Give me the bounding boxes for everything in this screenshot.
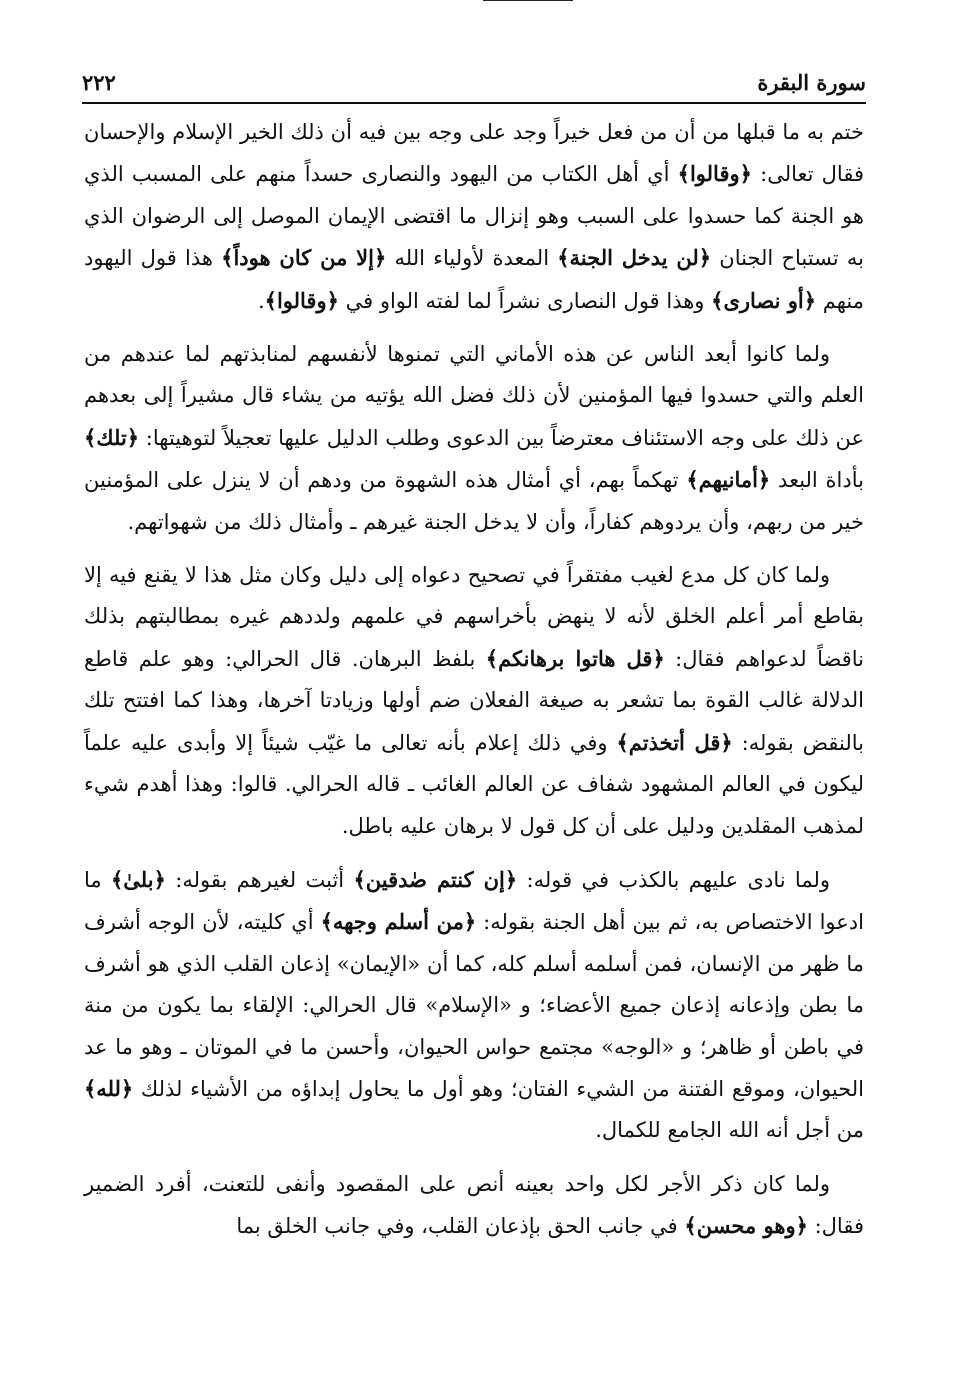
text-run: ولما كان ذكر الأجر لكل واحد بعينه أنص على المقصود وأنفى للتعنت، أفرد الضمير فقال: (84, 1171, 864, 1239)
quran-quote: ﴿تلك﴾ (84, 424, 140, 450)
text-run: بأداة البعد (770, 468, 864, 493)
text-run: بلفظ البرهان. قال الحرالي: وهو علم قاطع الدلالة غالب القوة بما تشعر به صيغة الفعلان ضم أولها وزيادتا آخرها، وهذا كما افتتح تلك بالنقض بقوله: (84, 646, 864, 755)
quran-quote: ﴿أو نصارى﴾ (711, 287, 817, 313)
quran-quote: ﴿لله﴾ (84, 1075, 134, 1101)
quran-quote: ﴿لن يدخل الجنة﴾ (557, 245, 712, 271)
quran-quote: ﴿قل أتخذتم﴾ (616, 729, 733, 755)
top-margin-rule (483, 0, 573, 1)
quran-quote: ﴿إلا من كان هوداً﴾ (221, 245, 387, 271)
text-run: ولما كانوا أبعد الناس عن هذه الأماني التي تمنوها لأنفسهم لمنابذتهم لما عندهم من العلم والتي حسدوا فيها المؤمنين لأن ذلك فضل الله يؤتيه من يشاء قال مشيراً إلى بعدهم عن ذلك على وجه الاستئناف معترضاً بين الدعوى وطلب الدليل عليها تعجيلاً لتوهيتها: (84, 342, 864, 450)
text-run: ما ادعوا الاختصاص به، ثم بين أهل الجنة بقوله: (84, 867, 864, 935)
text-run: المعدة لأولياء الله (386, 246, 558, 271)
text-run: وهذا قول النصارى نشراً لما لفته الواو في (338, 288, 712, 313)
header-divider (82, 102, 866, 104)
quran-quote: ﴿وهو محسن﴾ (684, 1213, 808, 1239)
body-text (84, 112, 864, 1260)
text-run: أثبت لغيرهم بقوله: (165, 867, 354, 892)
quran-quote: ﴿وقالوا﴾ (677, 161, 752, 187)
page-number: ٢٢٢ (82, 70, 116, 95)
text-run: تهكماً بهم، أي أمثال هذه الشهوة من ودهم أن لا ينزل على المؤمنين خير من ربهم، وأن يردوهم كفاراً، وأن لا يدخل الجنة غيرهم ـ وأمثال ذلك من شهواتهم. (84, 468, 864, 534)
text-run: ختم به ما قبلها من أن من فعل خيراً وجد على وجه بين فيه أن ذلك الخير الإسلام والإحسان فقال تعالى: (84, 120, 864, 187)
paragraph (84, 334, 864, 543)
text-run: أي أهل الكتاب من اليهود والنصارى حسداً منهم على المسبب الذي هو الجنة كما حسدوا على السبب وهو إنزال ما اقتضى الإيمان الموصل إلى الرضوان الذي به تستباح الجنان (84, 162, 864, 271)
text-run: من أجل أنه الله الجامع للكمال. (595, 1118, 864, 1143)
text-run: أي كليته، لأن الوجه أشرف ما ظهر من الإنسان، فمن أسلمه أسلم كله، كما أن «الإيمان» إذعان القلب الذي هو أشرف ما بطن وإذعانه إذعان جميع الأعضاء؛ و «الإسلام» قال الحرالي: الإلقاء بما يكون من منة في باطن أو ظاهر؛ و «الوجه» مجتمع حواس الحيوان، وأحسن ما في الموتان ـ وهو ما عد الحيوان، وموقع الفتنة من الشيء الفتان؛ وهو أول ما يحاول إبداؤه من الأشياء لذلك (84, 910, 864, 1101)
quran-quote: ﴿أمانيهم﴾ (686, 467, 771, 493)
quran-quote: ﴿وقالوا﴾ (264, 287, 339, 313)
paragraph (84, 1164, 864, 1248)
quran-quote: ﴿إن كنتم صٰدقين﴾ (353, 866, 518, 892)
text-run: . (257, 288, 265, 313)
text-run: وفي ذلك إعلام بأنه تعالى ما غيّب شيئاً إلا وأبدى عليه علماً ليكون في العالم المشهود شفاف عن العالم الغائب ـ قاله الحرالي. قالوا: وهذا أهدم شيء لمذهب المقلدين ودليل على أن كل قول لا برهان عليه باطل. (84, 730, 864, 838)
quran-quote: ﴿من أسلم وجهه﴾ (320, 909, 477, 935)
page-header (82, 66, 866, 100)
text-run: ولما نادى عليهم بالكذب في قوله: (517, 867, 830, 892)
surah-title: سورة البقرة (757, 70, 866, 95)
text-run: ولما كان كل مدع لغيب مفتقراً في تصحيح دعواه إلى دليل وكان مثل هذا لا يقنع فيه إلا بقاطع أمر أعلم الخلق لأنه لا ينهض بأخراسهم في علمهم ولددهم غيره بمطالبتهم بذلك ناقضاً لدعواهم فقال: (84, 563, 864, 671)
paragraph (84, 112, 864, 322)
paragraph (84, 859, 864, 1152)
text-run: هذا قول اليهود منهم (84, 246, 864, 313)
paragraph (84, 555, 864, 847)
quran-quote: ﴿قل هاتوا برهانكم﴾ (485, 645, 665, 671)
quran-quote: ﴿بلىٰ﴾ (111, 866, 166, 892)
text-run: في جانب الحق بإذعان القلب، وفي جانب الخلق بما (236, 1214, 685, 1239)
